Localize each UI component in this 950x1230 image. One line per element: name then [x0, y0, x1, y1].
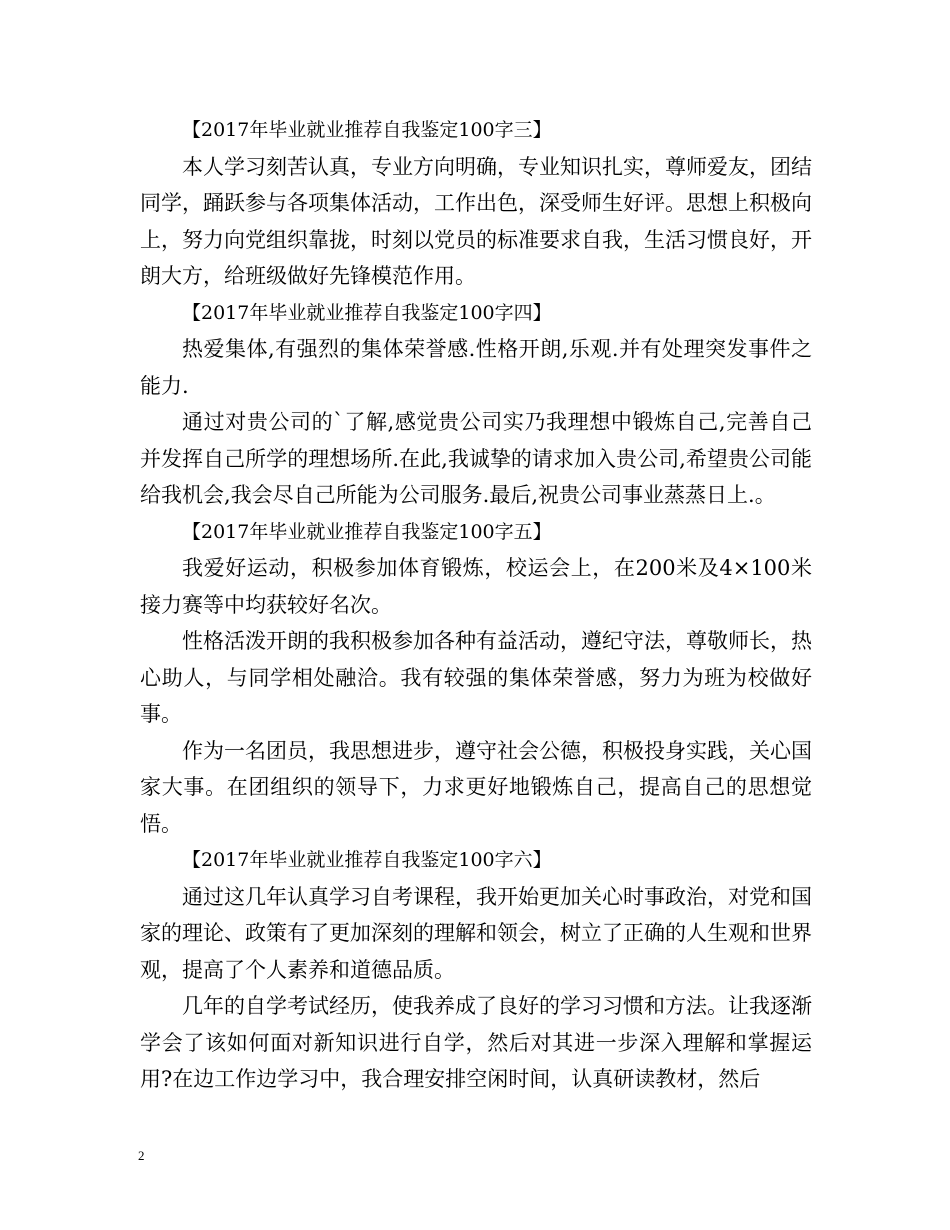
paragraph: 作为一名团员，我思想进步，遵守社会公德，积极投身实践，关心国家大事。在团组织的领导下，力求更好地锻炼自己，提高自己的思想觉悟。 [140, 738, 812, 836]
document-body [140, 112, 812, 1098]
paragraph: 本人学习刻苦认真，专业方向明确，专业知识扎实，尊师爱友，团结同学，踊跃参与各项集体活动，工作出色，深受师生好评。思想上积极向上，努力向党组织靠拢，时刻以党员的标准要求自我，生活习惯良好，开朗大方，给班级做好先锋模范作用。 [140, 154, 812, 288]
paragraph: 通过对贵公司的`了解,感觉贵公司实乃我理想中锻炼自己,完善自己并发挥自己所学的理想场所.在此,我诚挚的请求加入贵公司,希望贵公司能给我机会,我会尽自己所能为公司服务.最后,祝贵公司事业蒸蒸日上.。 [140, 410, 812, 507]
page-number: 2 [138, 1148, 145, 1163]
paragraph: 热爱集体,有强烈的集体荣誉感.性格开朗,乐观.并有处理突发事件之能力. [140, 337, 812, 398]
paragraph: 性格活泼开朗的我积极参加各种有益活动，遵纪守法，尊敬师长，热心助人，与同学相处融洽。我有较强的集体荣誉感，努力为班为校做好事。 [140, 629, 812, 726]
paragraph: 我爱好运动，积极参加体育锻炼，校运会上，在200米及4×100米接力赛等中均获较好名次。 [140, 556, 812, 617]
paragraph: 通过这几年认真学习自考课程，我开始更加关心时事政治，对党和国家的理论、政策有了更加深刻的理解和领会，树立了正确的人生观和世界观，提高了个人素养和道德品质。 [140, 884, 812, 982]
section-heading-3: 【2017年毕业就业推荐自我鉴定100字三】 [182, 119, 552, 141]
section-heading-6: 【2017年毕业就业推荐自我鉴定100字六】 [182, 849, 552, 871]
paragraph: 几年的自学考试经历，使我养成了良好的学习习惯和方法。让我逐渐学会了该如何面对新知识进行自学，然后对其进一步深入理解和掌握运用?在边工作边学习中，我合理安排空闲时间，认真研读教材，然后 [140, 994, 812, 1091]
section-heading-4: 【2017年毕业就业推荐自我鉴定100字四】 [182, 301, 552, 324]
section-heading-5: 【2017年毕业就业推荐自我鉴定100字五】 [182, 520, 552, 543]
